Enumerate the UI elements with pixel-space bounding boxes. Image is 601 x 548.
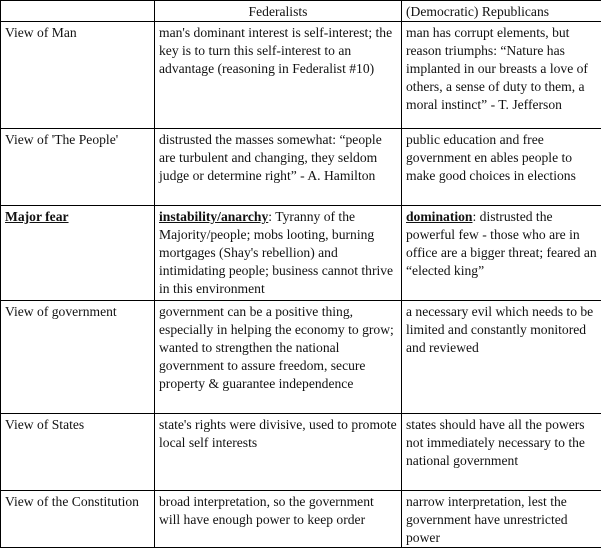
republicans-cell: states should have all the powers not immediately necessary to the national government (402, 414, 601, 491)
republicans-cell: narrow interpretation, lest the government have unrestricted power (402, 491, 601, 548)
republicans-text: : distrusted the powerful few - those who are in office are a bigger threat; feared an “elected king” (406, 209, 597, 278)
row-label-view-of-man: View of Man (1, 22, 155, 129)
row-label-view-of-government: View of government (1, 301, 155, 414)
table-row (1, 22, 601, 129)
federalists-cell (155, 206, 402, 301)
row-label-text: Major fear (5, 209, 69, 224)
republicans-cell (402, 206, 601, 301)
table-row (1, 206, 601, 301)
federalists-cell: government can be a positive thing, especially in helping the economy to grow; wanted to strengthen the national government to assure freedom, secure property & guarantee independence (155, 301, 402, 414)
federalists-cell: state's rights were divisive, used to promote local self interests (155, 414, 402, 491)
federalists-text: : Tyranny of the Majority/people; mobs looting, burning mortgages (Shay's rebellion) and intimidating people; business cannot thrive in this environment (159, 209, 393, 296)
table-row (1, 129, 601, 206)
header-republicans: (Democratic) Republicans (402, 1, 601, 22)
row-label-view-of-the-people: View of 'The People' (1, 129, 155, 206)
header-federalists: Federalists (155, 1, 402, 22)
federalists-cell: distrusted the masses somewhat: “people are turbulent and changing, they seldom judge or determine right” - A. Hamilton (155, 129, 402, 206)
republicans-cell: man has corrupt elements, but reason triumphs: “Nature has implanted in our breasts a love of others, a sense of duty to them, a moral instinct” - T. Jefferson (402, 22, 601, 129)
row-label-view-of-states: View of States (1, 414, 155, 491)
header-empty-cell (1, 1, 155, 22)
federalists-cell: broad interpretation, so the government will have enough power to keep order (155, 491, 402, 548)
row-label-major-fear (1, 206, 155, 301)
table-header-row (1, 1, 601, 22)
federalists-cell: man's dominant interest is self-interest; the key is to turn this self-interest to an advantage (reasoning in Federalist #10) (155, 22, 402, 129)
republicans-key-term: domination (406, 209, 472, 224)
row-label-view-of-the-constitution: View of the Constitution (1, 491, 155, 548)
federalists-key-term: instability/anarchy (159, 209, 268, 224)
republicans-cell: public education and free government en ables people to make good choices in elections (402, 129, 601, 206)
table-row (1, 301, 601, 414)
table-row (1, 414, 601, 491)
table-row (1, 491, 601, 548)
republicans-cell: a necessary evil which needs to be limited and constantly monitored and reviewed (402, 301, 601, 414)
